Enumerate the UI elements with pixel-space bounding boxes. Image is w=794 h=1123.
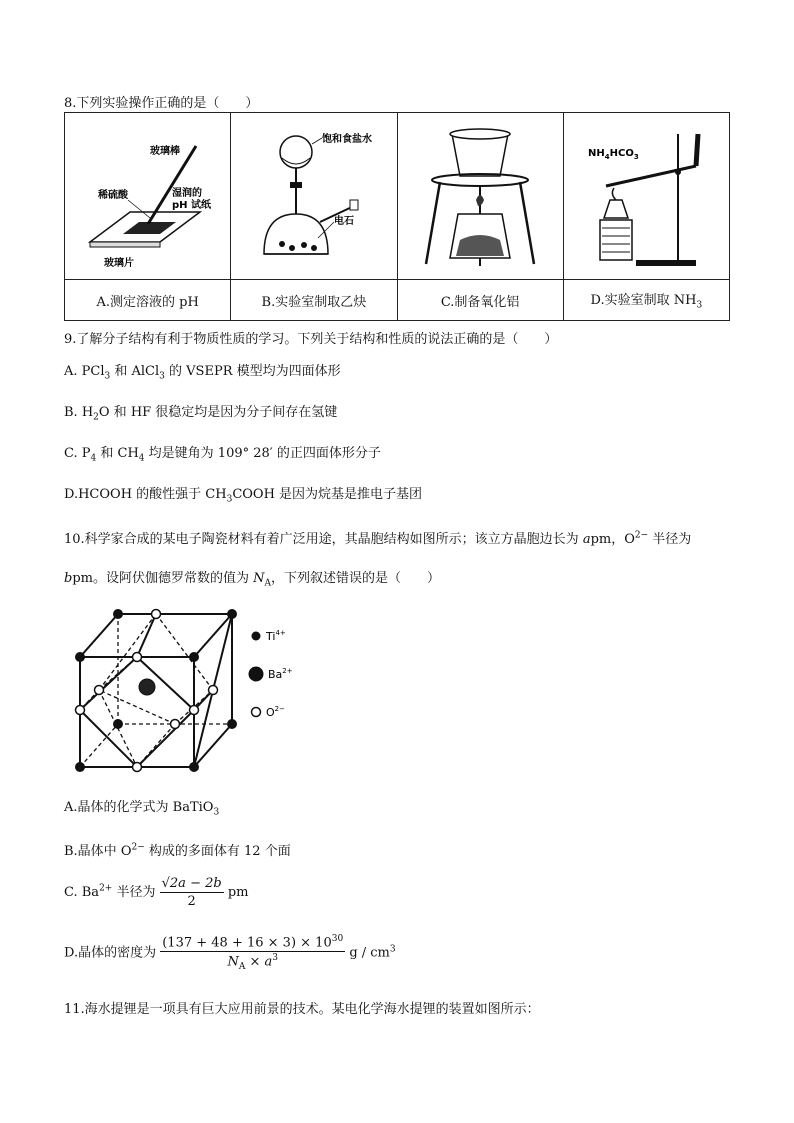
q8-option-b: B.实验室制取乙炔: [231, 280, 397, 321]
q9-option-c: C. $P_4$ 和 $CH_4$ 均是键角为 109° 28′ 的正四面体形分子: [64, 446, 381, 464]
q8-option-c: C.制备氧化铝: [397, 280, 563, 321]
q10-option-c-fraction: $\frac{√2a - 2b}{2}$: [161, 876, 222, 909]
question-11-stem: 11.海水提锂是一项具有巨大应用前景的技术。某电化学海水提锂的装置如图所示：: [64, 1002, 540, 1017]
label-saturated-brine: 饱和食盐水: [321, 134, 372, 145]
q8-figure-c: [397, 113, 563, 280]
label-calcium-carbide: 电石: [333, 216, 354, 227]
ammonia-preparation-diagram: [566, 114, 726, 274]
q10-option-d-fraction: $\frac{(137 + 48 + 16 \times 3) \times 10^{30}}{N_A \times a^3}$: [162, 934, 344, 973]
question-9-stem: 9.了解分子结构有利于物质性质的学习。下列关于结构和性质的说法正确的是（ ）: [64, 332, 558, 347]
q8-option-a: A.测定溶液的 pH: [65, 280, 231, 321]
q9-option-a: A. PCl$_3$ 和 AlCl$_3$ 的 VSEPR 模型均为四面体形: [64, 364, 341, 382]
question-10-stem-line2: bpm。设阿伏伽德罗常数的值为 $N_A$，下列叙述错误的是（ ）: [64, 571, 441, 589]
question-10-stem-line1: 10.科学家合成的某电子陶瓷材料有着广泛用途，其晶胞结构如图所示；该立方晶胞边长为 apm，$O^{2-}$ 半径为: [64, 530, 692, 547]
ti-legend-icon: [252, 632, 261, 641]
acetylene-apparatus-diagram: [234, 114, 394, 274]
ba-legend-label: $Ba^{2+}$: [268, 667, 293, 681]
q10-option-d: D.晶体的密度为 $\frac{(137 + 48 + 16 \times 3) \times 10^{30}}{N_A \times a^3}$ g / $cm^3$: [64, 934, 396, 973]
crystal-cell-diagram: [66, 602, 296, 776]
o-legend-icon: [252, 708, 261, 717]
question-8-stem: 8.下列实验操作正确的是（ ）: [64, 96, 259, 111]
q8-figure-d: [563, 113, 729, 280]
ba-legend-icon: [249, 667, 264, 682]
label-glass-plate: 玻璃片: [103, 258, 134, 269]
q10-option-c: C. $Ba^{2+}$ 半径为 $\frac{√2a - 2b}{2}$ pm: [64, 876, 249, 909]
o-legend-label: $O^{2-}$: [266, 705, 285, 719]
q8-option-d: D.实验室制取 $NH_3$: [563, 280, 729, 321]
q10-option-a: A.晶体的化学式为 BaTiO$_3$: [64, 800, 220, 818]
label-dilute-acid: 稀硫酸: [97, 190, 128, 201]
q8-figure-b: [231, 113, 397, 280]
q10-option-b: B.晶体中 $O^{2-}$ 构成的多面体有 12 个面: [64, 842, 291, 859]
label-ammonium-bicarbonate: $NH_4HCO_3$: [588, 148, 640, 161]
label-glass-rod: 玻璃棒: [149, 146, 180, 157]
q8-figure-a: [65, 113, 231, 280]
ti-legend-label: $Ti^{4+}$: [266, 629, 286, 643]
q8-experiment-table: [64, 112, 730, 321]
q9-option-d: D.HCOOH 的酸性强于 $CH_3COOH$ 是因为烷基是推电子基团: [64, 487, 423, 505]
crucible-heating-diagram: [400, 114, 560, 274]
label-wet: 湿润的: [171, 188, 202, 199]
label-ph-paper: pH 试纸: [171, 200, 211, 211]
q9-option-b: B. $H_2O$ 和 HF 很稳定均是因为分子间存在氢键: [64, 405, 338, 423]
ph-test-diagram: [68, 114, 228, 274]
